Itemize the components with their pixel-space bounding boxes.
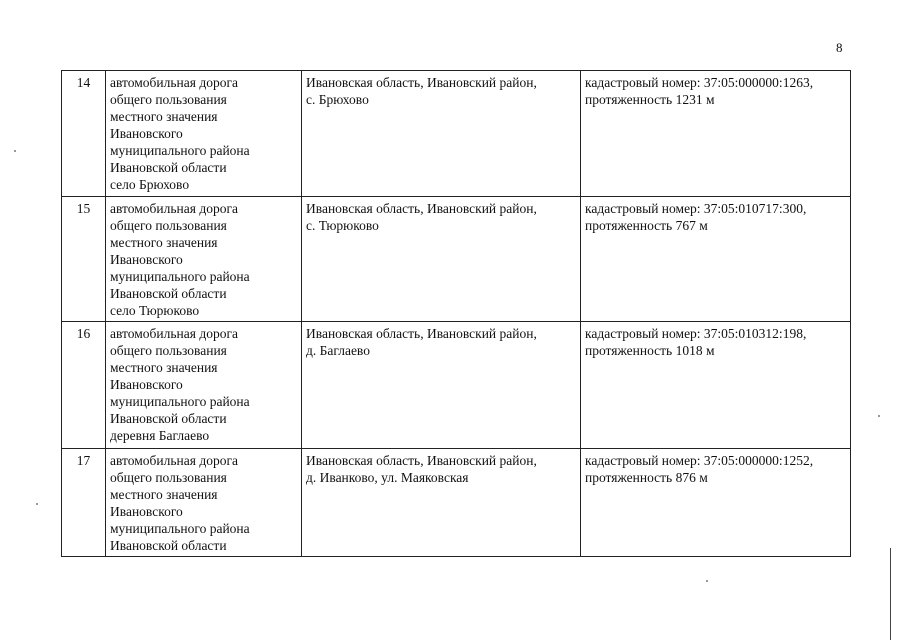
location-cell [302, 322, 581, 449]
road-name-cell [106, 449, 302, 557]
location-line: Ивановская область, Ивановский район, [306, 75, 537, 90]
road-length: протяженность 1018 м [585, 343, 715, 358]
details-cell [581, 449, 851, 557]
location-line: Ивановская область, Ивановский район, [306, 201, 537, 216]
scan-speck [706, 580, 708, 582]
road-name-line: Ивановского [110, 377, 183, 392]
details-cell [581, 71, 851, 197]
road-length: протяженность 876 м [585, 470, 708, 485]
row-number: 17 [62, 449, 106, 557]
cadastral-number: кадастровый номер: 37:05:010717:300, [585, 201, 807, 216]
location-line: Ивановская область, Ивановский район, [306, 453, 537, 468]
road-name-line: Ивановской области [110, 538, 227, 553]
road-name-line: местного значения [110, 235, 218, 250]
road-name-line: автомобильная дорога [110, 326, 238, 341]
road-name-line: местного значения [110, 487, 218, 502]
cadastral-number: кадастровый номер: 37:05:000000:1263, [585, 75, 814, 90]
table-row [62, 322, 851, 449]
scan-speck [36, 503, 38, 505]
road-name-line: Ивановской области [110, 160, 227, 175]
road-name-line: местного значения [110, 109, 218, 124]
location-cell [302, 449, 581, 557]
location-line: д. Иванково, ул. Маяковская [306, 470, 469, 485]
road-name-line: село Тюрюково [110, 303, 200, 318]
location-line: с. Тюрюково [306, 218, 379, 233]
road-length: протяженность 1231 м [585, 92, 715, 107]
road-name-line: Ивановского [110, 252, 183, 267]
table-row [62, 71, 851, 197]
road-name-line: местного значения [110, 360, 218, 375]
details-cell [581, 197, 851, 322]
location-line: д. Баглаево [306, 343, 370, 358]
location-cell [302, 71, 581, 197]
row-number: 15 [62, 197, 106, 322]
road-name-line: автомобильная дорога [110, 453, 238, 468]
table-row [62, 197, 851, 322]
road-name-cell [106, 71, 302, 197]
road-length: протяженность 767 м [585, 218, 708, 233]
road-name-line: общего пользования [110, 218, 227, 233]
scan-speck [878, 415, 880, 417]
road-name-line: общего пользования [110, 470, 227, 485]
road-name-line: Ивановского [110, 126, 183, 141]
road-name-line: муниципального района [110, 269, 250, 284]
roads-table [61, 70, 851, 557]
road-name-line: Ивановской области [110, 411, 227, 426]
road-name-line: Ивановской области [110, 286, 227, 301]
road-name-line: общего пользования [110, 343, 227, 358]
location-cell [302, 197, 581, 322]
details-cell [581, 322, 851, 449]
scan-edge-line [890, 548, 891, 640]
cadastral-number: кадастровый номер: 37:05:000000:1252, [585, 453, 814, 468]
road-name-line: деревня Баглаево [110, 428, 210, 443]
cadastral-number: кадастровый номер: 37:05:010312:198, [585, 326, 807, 341]
road-name-line: муниципального района [110, 521, 250, 536]
road-name-line: муниципального района [110, 143, 250, 158]
road-name-line: автомобильная дорога [110, 75, 238, 90]
road-name-line: Ивановского [110, 504, 183, 519]
table-row [62, 449, 851, 557]
row-number: 16 [62, 322, 106, 449]
road-name-line: автомобильная дорога [110, 201, 238, 216]
road-name-cell [106, 322, 302, 449]
location-line: с. Брюхово [306, 92, 369, 107]
scan-speck [14, 150, 16, 152]
road-name-line: муниципального района [110, 394, 250, 409]
row-number: 14 [62, 71, 106, 197]
road-name-line: общего пользования [110, 92, 227, 107]
location-line: Ивановская область, Ивановский район, [306, 326, 537, 341]
road-name-line: село Брюхово [110, 177, 190, 192]
road-name-cell [106, 197, 302, 322]
page-number: 8 [836, 40, 843, 55]
